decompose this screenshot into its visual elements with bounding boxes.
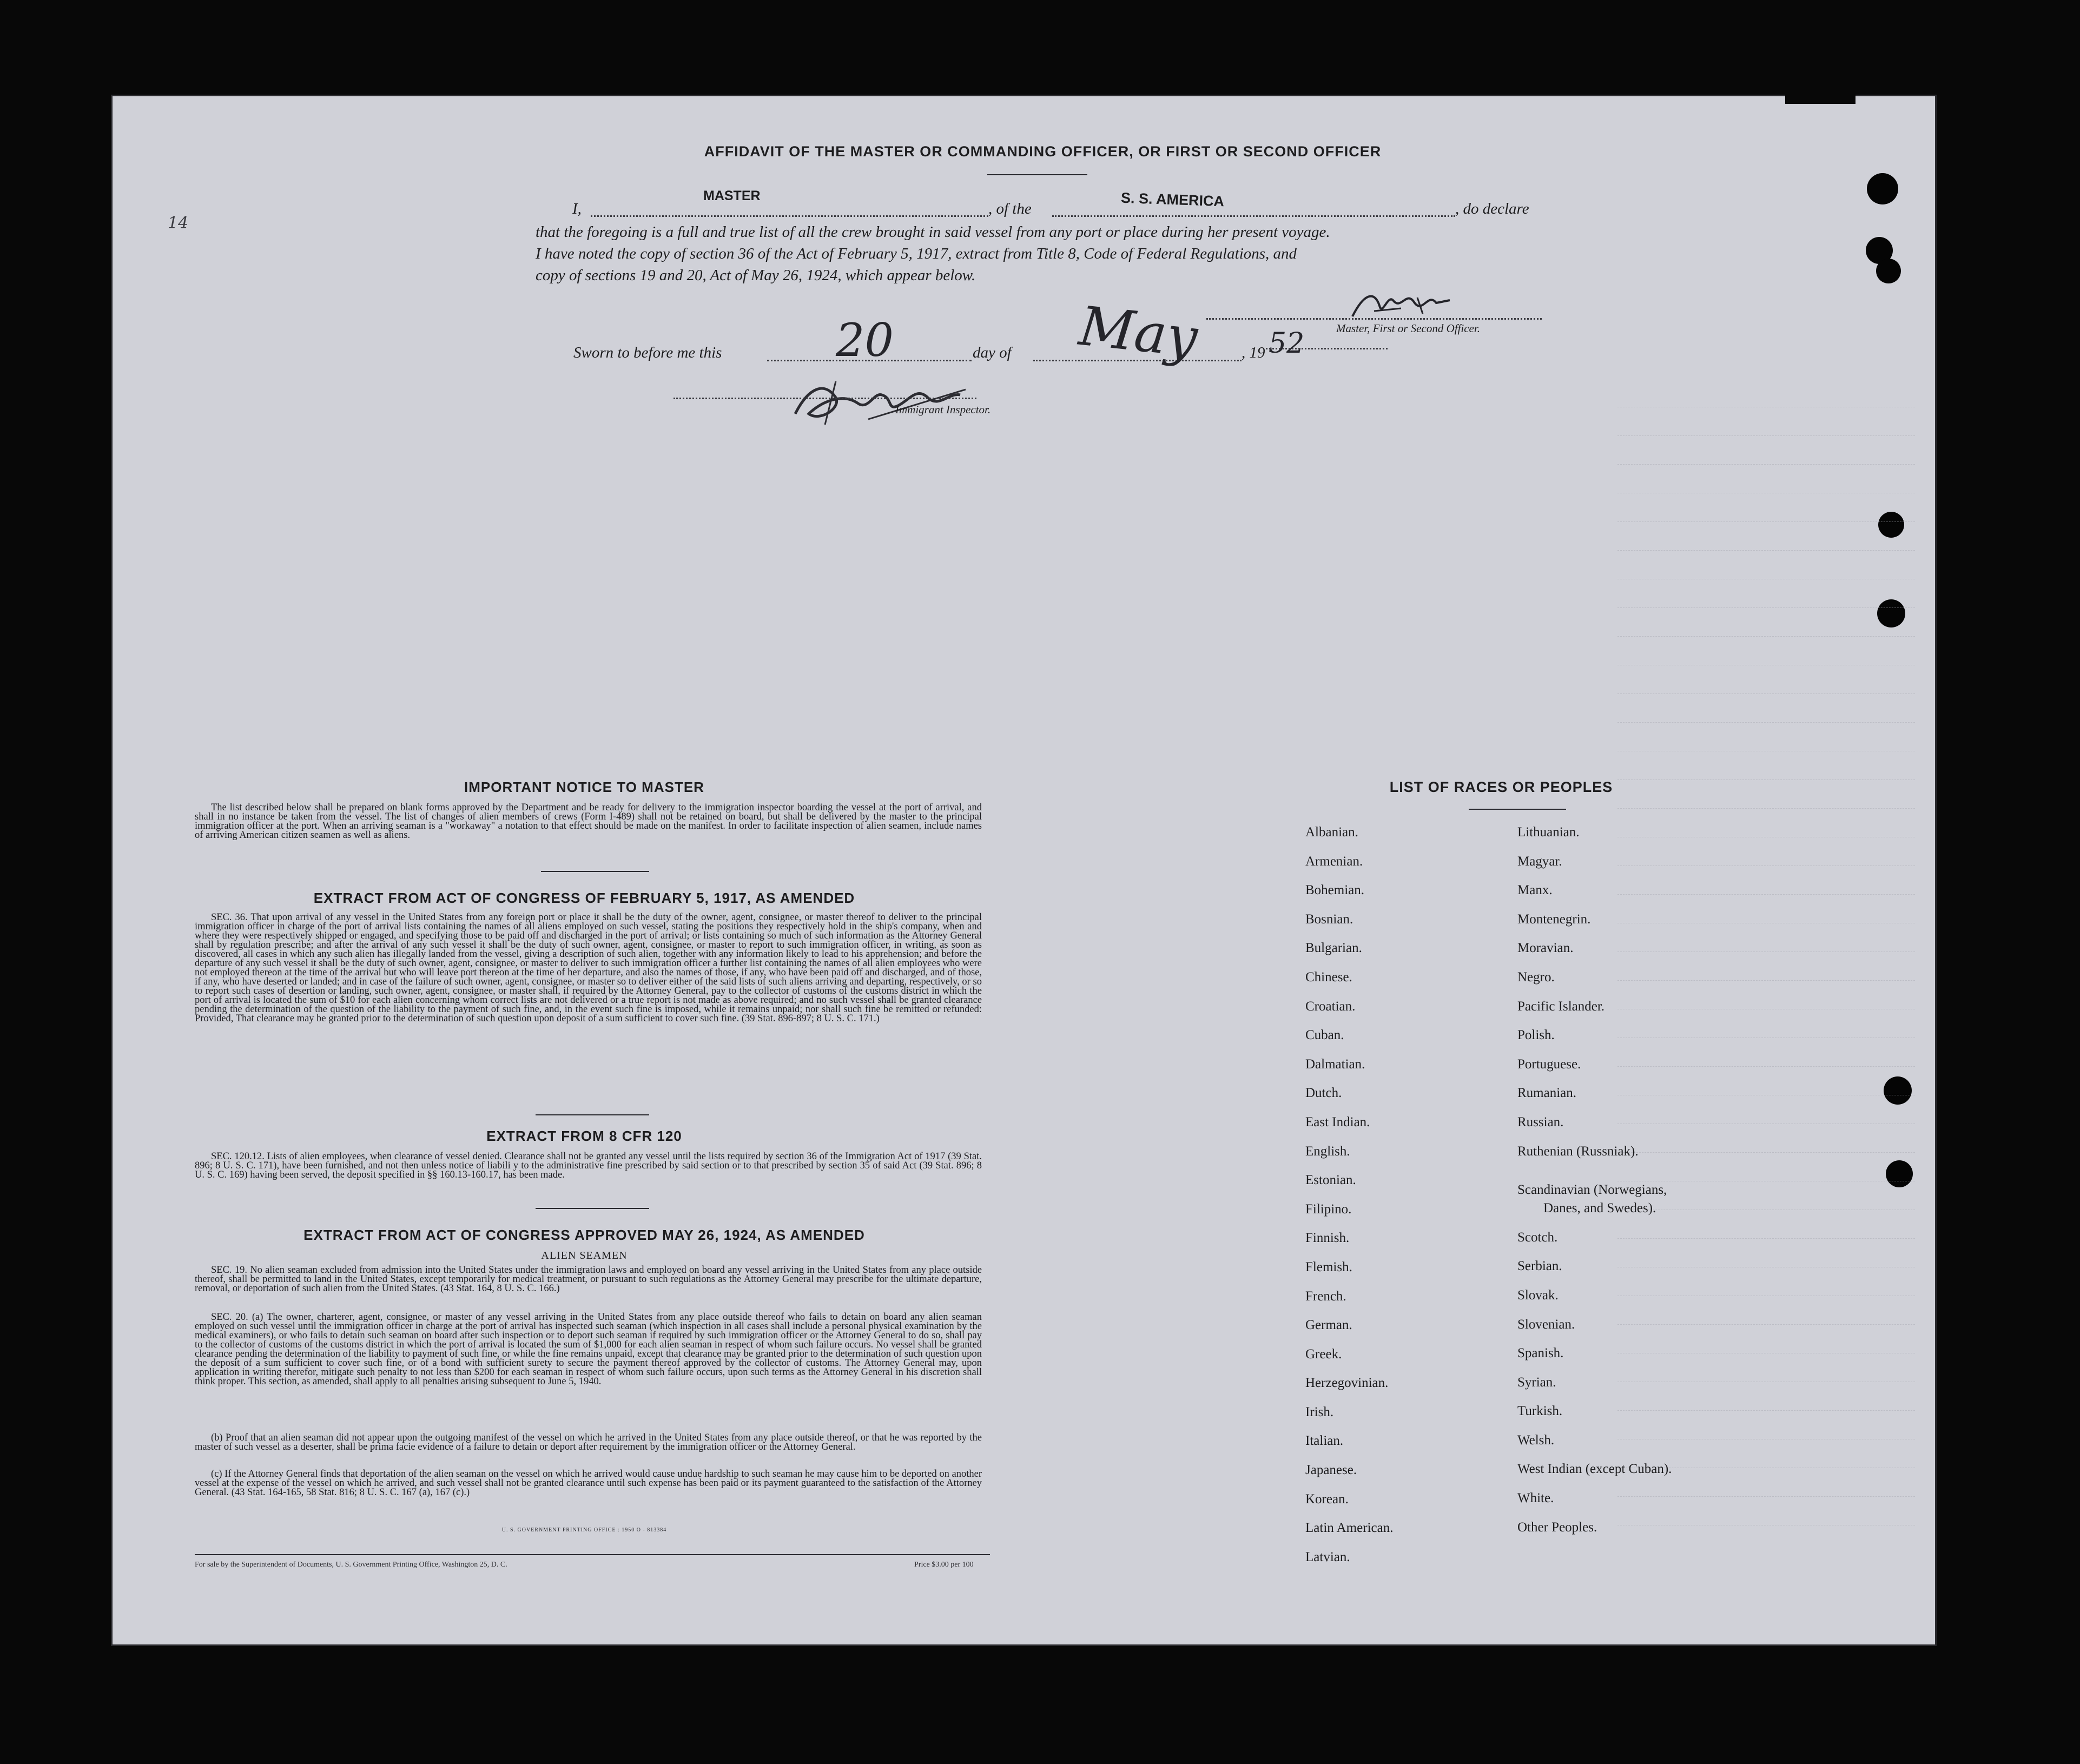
race-item: Danes, and Swedes). (1543, 1201, 1656, 1216)
race-item: Armenian. (1305, 854, 1363, 869)
footer-left: For sale by the Superintendent of Documents, U. S. Government Printing Office, Washington 25, D. C. (195, 1561, 507, 1569)
race-item: East Indian. (1305, 1114, 1370, 1129)
extract-1924-subtitle: ALIEN SEAMEN (541, 1250, 628, 1261)
race-item: Bulgarian. (1305, 941, 1362, 956)
race-item: Japanese. (1305, 1463, 1357, 1478)
race-item: White. (1517, 1491, 1554, 1506)
race-item: Bohemian. (1305, 883, 1365, 898)
race-item: Russian. (1517, 1114, 1564, 1129)
sworn-year-handwritten: 52 (1269, 327, 1305, 360)
race-item: Finnish. (1305, 1231, 1350, 1246)
vessel-handwritten: S. S. AMERICA (1120, 189, 1225, 210)
notice-rule (541, 871, 649, 872)
affidavit-do-declare: , do declare (1455, 200, 1529, 217)
footer-rule (195, 1554, 990, 1555)
signature-caption: Master, First or Second Officer. (1336, 322, 1480, 335)
race-item: Cuban. (1305, 1028, 1344, 1043)
race-item: German. (1305, 1318, 1352, 1333)
race-item: Spanish. (1517, 1346, 1564, 1361)
race-item: Other Peoples. (1517, 1519, 1597, 1535)
gpo-line: U. S. GOVERNMENT PRINTING OFFICE : 1950 O - 813384 (501, 1527, 667, 1533)
inspector-caption: Immigrant Inspector. (895, 403, 991, 416)
sworn-year-prefix: , 19 (1242, 344, 1265, 361)
affidavit-i: I, (572, 200, 582, 217)
race-item: West Indian (except Cuban). (1517, 1462, 1672, 1477)
race-item: Latin American. (1305, 1521, 1394, 1536)
race-item: Bosnian. (1305, 911, 1353, 927)
race-item: Moravian. (1517, 941, 1574, 956)
notice-title: IMPORTANT NOTICE TO MASTER (464, 779, 704, 795)
race-item: Dalmatian. (1305, 1056, 1365, 1072)
race-item: Negro. (1517, 969, 1555, 985)
race-item: Filipino. (1305, 1201, 1352, 1217)
races-column-1 (1305, 825, 1393, 1578)
affidavit-of-the: , of the (988, 200, 1032, 217)
extract-1917-text: SEC. 36. That upon arrival of any vessel in the United States from any foreign port or place it shall be the duty of the owner, agent, consignee, or master thereof to deliver to the principal immigration officer in charge of the port of arrival lists containing the names of all aliens employed on such vessel, stating the positions they respectively hold in the ship's company, when and where they were respectively shipped or engaged, and specifying those to be paid off and discharged in the port of arrival; or lists containing so much of such information as the Attorney General shall by regulation prescribe; and after the arrival of any such vessel it shall be the duty of such owner, agent, consignee, or master to report to such immigration officer, in writing, as soon as discovered, all cases in which any such alien has illegally landed from the vessel, giving a description of such alien, together with any information likely to lead to his apprehension; and before the departure of any such vessel it shall be the duty of such owner, agent, consignee, or master to deliver to such immigration officer a further list containing the names of all alien employees who were not employed thereon at the time of the arrival but who will leave port thereon at the time of her departure, and also the names of those, if any, who have been paid off and discharged, and of those, if any, who have deserted or landed; and in case of the failure of such owner, agent, consignee, or master so to deliver either of the said lists of such aliens arriving and departing, respectively, or so to report such cases of desertion or landing, such owner, agent, consignee, or master shall, if required by the Attorney General, pay to the collector of customs of the customs district in which the port of arrival is located the sum of $10 for each alien concerning whom correct lists are not delivered or a true report is not made as above required; and no such vessel shall be granted clearance pending the determination of the question of the liability to the payment of such fine, and, in the event such fine is imposed, while it remains unpaid; nor shall such fine be remitted or refunded: Provided, That clearance may be granted prior to the determination of such question upon deposit of a sum sufficient to cover such fine. (39 Stat. 896-897; 8 U. S. C. 171.) (195, 912, 982, 1024)
sworn-prefix: Sworn to before me this (573, 344, 722, 361)
race-item: Manx. (1517, 883, 1553, 898)
race-item: Scandinavian (Norwegians, (1517, 1182, 1667, 1198)
race-item: French. (1305, 1289, 1346, 1304)
race-item: Slovak. (1517, 1287, 1559, 1303)
race-item: Korean. (1305, 1491, 1349, 1507)
master-handwritten: MASTER (703, 188, 761, 203)
extract-1924-sec20c: (c) If the Attorney General finds that deportation of the alien seaman on the vessel on which he arrived would cause undue hardship to such seaman he may cause him to be deported on another vessel at the expense of the vessel on which he arrived, and such vessel shall not be granted clearance until such expense has been paid or its payment guaranteed to the satisfaction of the Attorney General. (43 Stat. 164-165, 58 Stat. 816; 8 U. S. C. 167 (a), 167 (c).) (195, 1469, 982, 1498)
race-item: Magyar. (1517, 854, 1562, 869)
race-item: Montenegrin. (1517, 911, 1591, 927)
punch-hole (1876, 259, 1901, 283)
race-item: Welsh. (1517, 1432, 1555, 1448)
affidavit-title: AFFIDAVIT OF THE MASTER OR COMMANDING OFFICER, OR FIRST OR SECOND OFFICER (704, 143, 1382, 160)
inspector-signature (787, 371, 1009, 430)
extract-1917-title: EXTRACT FROM ACT OF CONGRESS OF FEBRUARY 5, 1917, AS AMENDED (313, 890, 855, 906)
race-item: English. (1305, 1144, 1350, 1159)
master-signature-line (1206, 318, 1542, 320)
race-item: Greek. (1305, 1346, 1342, 1362)
race-item: Dutch. (1305, 1086, 1342, 1101)
master-signature (1342, 284, 1466, 327)
race-item: Croatian. (1305, 999, 1356, 1014)
race-item: Ruthenian (Russniak). (1517, 1144, 1639, 1159)
sworn-month-handwritten: May (1076, 294, 1201, 370)
corner-mark: 14 (168, 214, 189, 233)
extract-1924-title: EXTRACT FROM ACT OF CONGRESS APPROVED MAY 26, 1924, AS AMENDED (303, 1227, 865, 1243)
notice-text: The list described below shall be prepared on blank forms approved by the Department and be ready for delivery to the immigration inspector boarding the vessel at the port of arrival, and shall in no instance be taken from the vessel. The list of changes of alien members of crews (Form I-489) shall not be retained on board, but shall be delivered by the master to the principal immigration officer at the port. When an arriving seaman is a "workaway" a notation to that effect should be made on the manifest. In order to facilitate inspection of alien seamen, include names of arriving American citizen seamen as well as aliens. (195, 802, 982, 841)
race-item: Estonian. (1305, 1173, 1356, 1188)
punch-hole (1867, 173, 1898, 204)
extract-cfr-rule (536, 1208, 649, 1209)
races-title-rule (1469, 809, 1566, 810)
affidavit-line-2: that the foregoing is a full and true list of all the crew brought in said vessel from any port or place during her present voyage. (536, 223, 1330, 241)
extract-1924-sec19: SEC. 19. No alien seaman excluded from admission into the United States under the immigration laws and employed on board any vessel arriving in the United States from any place outside thereof, shall be permitted to land in the United States, except temporarily for medical treatment, or pursuant to such regulations as the Attorney General may prescribe for the ultimate departure, removal, or deportation of such alien from the United States. (43 Stat. 164, 8 U. S. C. 166.) (195, 1265, 982, 1294)
race-item: Scotch. (1517, 1230, 1558, 1245)
sworn-year-line (1266, 348, 1388, 349)
races-column-2 (1517, 825, 1672, 1549)
race-item: Herzegovinian. (1305, 1376, 1389, 1391)
race-item: Irish. (1305, 1404, 1334, 1419)
extract-1924-sec20a: SEC. 20. (a) The owner, charterer, agent, consignee, or master of any vessel arriving in the United States from any place outside thereof who fails to detain on board any alien seaman employed on such vessel until the immigration officer in charge at the port of arrival has inspected such seaman (which inspection in all cases shall include a personal physical examination by the medical examiners), or who fails to detain such seaman on board after such inspection or to deport such seaman if required by such immigration officer or the Attorney General to do so, shall pay to the collector of customs of the customs district in which the port of arrival is located the sum of $1,000 for each alien seaman in respect of whom such failure occurs. No vessel shall be granted clearance pending the determination of the liability to payment of such fine, or while the fine remains unpaid, except that clearance may be granted prior to the determination of such question upon the deposit of a sum sufficient to cover such fine, or of a bond with sufficient surety to secure the payment thereof approved by the collector of customs. The Attorney General may, upon application in writing therefor, mitigate such penalty to not less than $200 for each seaman in respect of whom such failure occurs, upon such terms as the Attorney General in his discretion shall think proper. This section, as amended, shall apply to all penalties arising subsequent to June 5, 1940. (195, 1312, 982, 1387)
affidavit-line-3: I have noted the copy of section 36 of the Act of February 5, 1917, extract from Title 8, Code of Federal Regulations, and (536, 245, 1297, 262)
race-item: Lithuanian. (1517, 825, 1580, 840)
inspector-signature-line (673, 398, 976, 399)
race-item: Syrian. (1517, 1375, 1556, 1390)
extract-1917-rule (536, 1114, 649, 1115)
affidavit-line-4: copy of sections 19 and 20, Act of May 26, 1924, which appear below. (536, 267, 976, 284)
vessel-name-line (1052, 215, 1455, 217)
race-item: Serbian. (1517, 1259, 1562, 1274)
race-item: Latvian. (1305, 1549, 1350, 1564)
footer-right: Price $3.00 per 100 (914, 1561, 974, 1569)
affidavit-title-rule (987, 174, 1087, 175)
race-item: Flemish. (1305, 1259, 1352, 1274)
race-item: Turkish. (1517, 1404, 1563, 1419)
extract-cfr-title: EXTRACT FROM 8 CFR 120 (486, 1128, 682, 1144)
sworn-day-of: day of (973, 344, 1012, 361)
race-item: Rumanian. (1517, 1086, 1577, 1101)
race-item: Italian. (1305, 1433, 1344, 1449)
race-item: Portuguese. (1517, 1056, 1581, 1072)
races-title: LIST OF RACES OR PEOPLES (1389, 779, 1613, 795)
master-name-line (591, 215, 988, 217)
race-item: Pacific Islander. (1517, 999, 1605, 1014)
sheet-edge-notch (1785, 91, 1856, 104)
extract-cfr-text: SEC. 120.12. Lists of alien employees, when clearance of vessel denied. Clearance shall not be granted any vessel until the lists required by section 36 of the Immigration Act of 1917 (39 Stat. 896; 8 U. S. C. 171), have been furnished, and not then unless notice of liabili y to the administrative fine prescribed by said section or to that prescribed by section 35 of said Act (39 Stat. 896; 8 U. S. C. 169) having been served, the deposit specified in §§ 160.13-160.17, has been made. (195, 1151, 982, 1180)
race-item: Polish. (1517, 1028, 1555, 1043)
extract-1924-sec20b: (b) Proof that an alien seaman did not appear upon the outgoing manifest of the vessel on which he arrived in the United States from any place outside thereof, or that he was reported by the master of such vessel as a deserter, shall be prima facie evidence of a failure to detain or deport after requirement by the immigration officer or the Attorney General. (195, 1432, 982, 1452)
race-item: Chinese. (1305, 969, 1352, 985)
race-item: Slovenian. (1517, 1317, 1575, 1332)
sworn-day-handwritten: 20 (836, 314, 894, 367)
race-item: Albanian. (1305, 825, 1358, 840)
